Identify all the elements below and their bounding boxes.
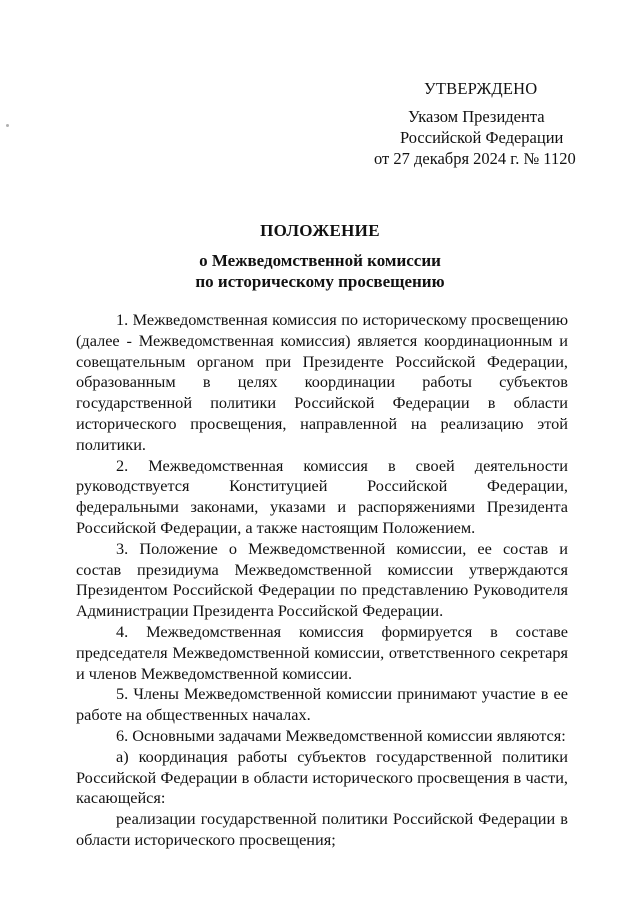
paragraph: 5. Члены Межведомственной комиссии принимают участие в ее работе на общественных началах. <box>76 684 568 725</box>
paragraph: 1. Межведомственная комиссия по историческому просвещению (далее - Межведомственная комиссия) является координационным и совещательным органом при Президенте Российской Федерации, образованным в целях координации работы субъектов государственной политики Российской Федерации в области исторического просвещения, направленной на реализацию этой политики. <box>76 310 568 454</box>
title-subtitle-line1: о Межведомственной комиссии <box>199 251 441 270</box>
document-title <box>0 220 640 292</box>
title-subtitle-line2: по историческому просвещению <box>195 272 445 291</box>
scan-artifact <box>6 124 9 127</box>
approval-country-line: Российской Федерации <box>400 128 564 147</box>
title-heading: ПОЛОЖЕНИЕ <box>260 221 380 240</box>
paragraph: 2. Межведомственная комиссия в своей деятельности руководствуется Конституцией Российской Федерации, федеральными законами, указами и распоряжениями Президента Российской Федерации, а также настоящим Положением. <box>76 455 568 537</box>
approval-date-line: от 27 декабря 2024 г. № 1120 <box>374 149 576 168</box>
paragraph: а) координация работы субъектов государственной политики Российской Федерации в области исторического просвещения в части, касающейся: <box>76 746 568 808</box>
document-body <box>76 310 568 851</box>
paragraph: 6. Основными задачами Межведомственной комиссии являются: <box>116 725 566 745</box>
paragraph: 4. Межведомственная комиссия формируется в составе председателя Межведомственной комиссии, ответственного секретаря и членов Межведомственной комиссии. <box>76 621 568 683</box>
paragraph: реализации государственной политики Российской Федерации в области исторического просвещения; <box>76 809 568 849</box>
approval-stamp: УТВЕРЖДЕНО <box>424 79 538 98</box>
paragraph: 3. Положение о Межведомственной комиссии, ее состав и состав президиума Межведомственной комиссии утверждаются Президентом Российской Федерации по представлению Руководителя Администрации Президента Российской Федерации. <box>76 538 568 621</box>
approval-decree-line: Указом Президента <box>408 107 545 126</box>
